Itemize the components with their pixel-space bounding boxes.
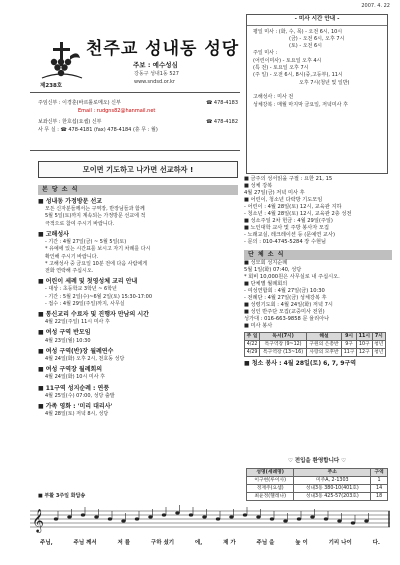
contact-label: 사 무 실 : ☎ 478-4181 (fax) 478-4184 (휴 무 : 월) [38, 126, 158, 133]
news-item-line: 5월 1일(화) 07:40, 성당 [244, 267, 302, 274]
mass-time-line: 평일 미사 : (화, 수, 목) - 오전 6시, 10시 [253, 28, 343, 35]
table-cell: 4/22 [245, 341, 260, 349]
news-item-title: ■ 성령기도회 : 4월 24일(화) 저녁 7시 [244, 302, 333, 309]
table-header-cell: 11시 [357, 333, 373, 341]
news-item-line: - 대상 : 초등학교 3학년 ~ 6학년 [45, 286, 117, 293]
news-item-line: 성가대 : 016-663-9858 문 율리아나 [244, 316, 330, 323]
news-item-title: ■ 여성 구역 반모임 [38, 329, 91, 337]
grapes-cross-logo [40, 40, 84, 82]
news-item-line: - 전례단 : 4월 27일(금) 성체강복 후 [244, 295, 327, 302]
news-item-line: - 접수 : 4월 29일(주일)까지, 사무실 [45, 300, 125, 307]
table-row [245, 341, 386, 349]
cleaning-service: ■ 청소 봉사 : 4월 28일(토) 6, 7, 9구역 [244, 360, 357, 368]
table-cell: 미주A, 2-1303 [294, 477, 371, 485]
table-header-cell: 주 일 [245, 333, 260, 341]
news-item-title: ■ 여성 구역(반)장 월례연수 [38, 347, 114, 355]
news-item-line: 4월 23일(월) 10:30 [45, 337, 91, 344]
news-item-line: - 기간 : 4월 27일(금) ~ 5월 5일(토) [45, 239, 127, 246]
news-item-line: - 노래교실, 레크레이션 등 (문예연 교사) [244, 232, 335, 239]
table-cell: 청년 [372, 341, 385, 349]
music-note [283, 519, 287, 522]
table-header-row [245, 333, 386, 341]
lyric-word: 높 이 [295, 540, 308, 546]
music-note [94, 515, 98, 518]
music-note [324, 517, 328, 520]
lyric-word: 구하 셨기 [150, 540, 175, 546]
music-note [121, 519, 125, 522]
news-item-title: ■ 금주의 성서읽을 구절 : 요한 21, 15 [244, 176, 333, 182]
svg-text:𝄞: 𝄞 [32, 508, 44, 532]
news-item-line: - 어린이 : 4월 28일(토) 12시, 교육관 지하 [244, 204, 342, 211]
contact-label: 주임신부 : 이경훈(바르톨로메오) 신부 [38, 100, 121, 107]
news-item-title: ■ 고해성사 [38, 230, 69, 238]
music-note [297, 517, 301, 520]
news-item-line: 확인해 주시기 바랍니다. [45, 253, 99, 260]
music-note [189, 513, 193, 516]
music-note [81, 513, 85, 516]
mass-time-line: 주일 미사 : [253, 50, 278, 57]
contact-row [38, 100, 238, 108]
mass-time-line: (어린이미사) - 토요일 오후 4시 [253, 57, 322, 64]
news-item-line: * 유예에 있는 시간표를 보시고 자기 차례를 다시 [45, 246, 151, 253]
music-note [135, 517, 139, 520]
lyric-word: 주님, [40, 540, 53, 546]
lyric-word: 기리 나이 [328, 540, 352, 546]
mass-time-line: 성체강복 : 매월 마지막 금요일, 저녁미사 후 [253, 101, 348, 108]
divider [30, 92, 240, 93]
music-staff [30, 505, 390, 533]
parish-title: 천주교 성내동 성당 [86, 39, 240, 59]
music-note [229, 515, 233, 518]
new-members-box [246, 458, 388, 501]
table-row [245, 349, 386, 357]
lyric-word: 주님 께서 [73, 540, 97, 546]
service-table [244, 332, 386, 357]
table-cell: 특구역장 (13~16) [260, 349, 307, 357]
lyric-word: 저 를 [117, 540, 131, 546]
table-cell: 4/29 [245, 349, 260, 357]
table-cell: 이구현(루이사) [247, 477, 294, 485]
news-item-line: - 문의 : 010-4745-5284 장 수현님 [244, 239, 326, 246]
music-note [256, 515, 260, 518]
news-item-line: * 회비 10,000원은 사무실로 내 주십시오. [244, 274, 340, 281]
table-cell: 성내3동 380-10(401호) [294, 485, 371, 493]
news-item-title: ■ 성인 반주단 모집(교중미사 전원) [244, 309, 325, 316]
table-cell: 11구 [342, 349, 357, 357]
table-row [247, 485, 388, 493]
table-header-row [247, 469, 388, 477]
news-item-title: ■ 성내동 가정방문 선교 [38, 198, 103, 206]
mass-time-line: (금) - 오전 6시, 오후 7시 [289, 35, 345, 42]
news-item-line: - 청소년 : 4월 28일(토) 12시, 교육관 2층 성전 [244, 211, 352, 218]
news-item-title: ■ 성체 강복 [244, 183, 273, 190]
section-heading: 단 체 소 식 [244, 250, 392, 260]
music-note [337, 519, 341, 522]
section-heading: 본 당 소 식 [38, 185, 238, 195]
news-item-line: 4월 24일(화) 오후 2시, 천호동 성당 [45, 355, 125, 362]
music-note [162, 513, 166, 516]
music-note [310, 515, 314, 518]
mass-time-line: 고해성사 : 미사 전 [253, 94, 294, 101]
mass-time-line: (토) - 오전 6시 [289, 43, 322, 50]
email-link[interactable]: Email : rudgns82@hanmail.net [78, 107, 156, 114]
news-item-title: ■ 통신교리 수료자 및 진행자 만남의 시간 [38, 311, 149, 319]
new-members-table [246, 468, 388, 501]
music-note [364, 519, 368, 522]
contact-row [38, 119, 238, 127]
news-item-line: 4월 25일(수) 07:00, 성당 출발 [45, 392, 115, 399]
music-note [216, 517, 220, 520]
table-cell: 12구 [357, 349, 373, 357]
right-news-column [244, 176, 392, 369]
mass-times-heading: - 미사 시간 안내 - [247, 15, 387, 26]
table-cell: 10구 [357, 341, 373, 349]
table-cell: 18 [371, 493, 388, 501]
table-cell: 사랑의 모후반 [306, 349, 341, 357]
mass-time-line: (특 전) - 토요일 오후 7시 [253, 65, 309, 72]
mass-times-box [246, 14, 388, 174]
table-cell: 청년 [372, 349, 385, 357]
music-note [148, 515, 152, 518]
new-members-heading: ♡ 전입을 환영합니다 ♡ [287, 458, 347, 464]
news-item-line: 4월 27일(금) 저녁 미사 후 [244, 190, 305, 197]
contact-label: 보좌신부 : 한호섭(요셉) 신부 [38, 119, 102, 126]
contact-row [38, 127, 238, 135]
divider [30, 150, 240, 151]
news-item-line: * 고해성사 중 금요일 10분 전에 다음 사람에게 [45, 260, 148, 267]
news-item-line: - 기간 : 5월 2일(수)~6월 2일(토) 15:30-17:00 [45, 293, 153, 300]
table-header-cell: 7시 [372, 333, 385, 341]
music-note [351, 521, 355, 524]
music-note [67, 515, 71, 518]
mass-time-line: 오후 7시(청년 및 일반) [299, 79, 350, 86]
music-note [243, 513, 247, 516]
news-item-line: 4월 28일(토) 저녁 8시, 성당 [45, 410, 109, 417]
phone-number: ☎ 478-4183 [206, 100, 238, 107]
table-cell: 1 [371, 477, 388, 485]
table-cell: 정재주(요셉) [247, 485, 294, 493]
contact-block [38, 100, 238, 134]
table-cell: 최윤정(헬레나) [247, 493, 294, 501]
lyric-word: 제 가 [223, 540, 236, 546]
news-item-title: ■ 어린이, 청소년 다락방 기도모임 [244, 197, 323, 204]
table-header-cell: 구역 [371, 469, 388, 477]
news-item-title: ■ 성소주일 2차 헌금 : 4월 29일(주일) [244, 218, 333, 225]
motto-banner: 모이면 기도하고 나가면 선교하자 ! [38, 161, 238, 178]
table-header-cell: 해설 [306, 333, 341, 341]
news-item-title: ■ 가족 영화 : '미리 대리사' [38, 402, 113, 410]
music-note [54, 517, 58, 520]
music-note [270, 517, 274, 520]
table-cell: 구원의 은총반 [306, 341, 341, 349]
bulletin-subtitle: 주보 : 예수성심 [133, 61, 178, 69]
table-cell: 14 [371, 485, 388, 493]
news-item-line: - 여성연합회 : 4월 27일(금) 10:30 [244, 288, 325, 295]
news-item-line: 4월 22일(주일) 11시 미사 후 [45, 319, 110, 326]
news-item-title: ■ 11구역 성지순례 : 연풍 [38, 384, 110, 392]
news-item-title: ■ 미사 봉사 [244, 323, 273, 330]
table-header-cell: 주소 [294, 469, 371, 477]
table-cell: 특구역장 (9~12) [260, 341, 307, 349]
news-item-line: 5월 5일(토)까지 계속되는 가정방문 선교에 적 [45, 213, 146, 220]
news-item-title: ■ 여성 구역장 월례회의 [38, 366, 103, 374]
music-note [202, 515, 206, 518]
news-item-title: ■ 성모회 성지순례 [244, 260, 288, 267]
table-row [247, 493, 388, 501]
parish-website[interactable]: www.sndsd.or.kr [134, 79, 175, 85]
news-item-line: 극적으로 참여 주시기 바랍니다. [45, 220, 115, 227]
table-header-cell: 독서(7시) [260, 333, 307, 341]
contact-row [38, 108, 238, 116]
issue-number: 제238호 [40, 83, 63, 89]
psalm-lyrics [40, 540, 380, 547]
news-item-title: ■ 단체별 월례회의 [244, 281, 288, 288]
lyric-word: 다. [372, 540, 380, 546]
music-note [175, 511, 179, 514]
news-item-title: ■ 어린이 세례 및 첫영성체 교리 안내 [38, 278, 138, 286]
table-header-cell: 성명(세례명) [247, 469, 294, 477]
mass-time-line: (주 일) - 오전 6시, 8시(중,고등부), 11시 [253, 72, 343, 79]
lyric-word: 주님 을 [256, 540, 275, 546]
psalm-label: ■ 부활 3주일 화답송 [38, 493, 86, 499]
news-item-title: ■ 노인대학 교사 및 주방 봉사자 모집 [244, 225, 329, 232]
lyric-word: 에, [194, 540, 203, 546]
phone-number: ☎ 478-4182 [206, 119, 238, 126]
table-cell: 9구 [342, 341, 357, 349]
news-item-line: 4월 24일(화) 10시 미사 후 [45, 374, 105, 381]
music-note [108, 517, 112, 520]
table-cell: 성내3동 425-57(203호) [294, 493, 371, 501]
table-header-cell: 9시 [342, 333, 357, 341]
parish-news-column [38, 185, 238, 418]
news-item-line: 모든 신자분들께서는 구역장, 반장님들과 함께 [45, 206, 145, 213]
table-row [247, 477, 388, 485]
parish-address: 강동구 성내1동 527 [134, 71, 179, 77]
issue-date: 2007. 4. 22 [361, 3, 390, 9]
news-item-line: 전화 연락해 주십시오. [45, 268, 94, 275]
